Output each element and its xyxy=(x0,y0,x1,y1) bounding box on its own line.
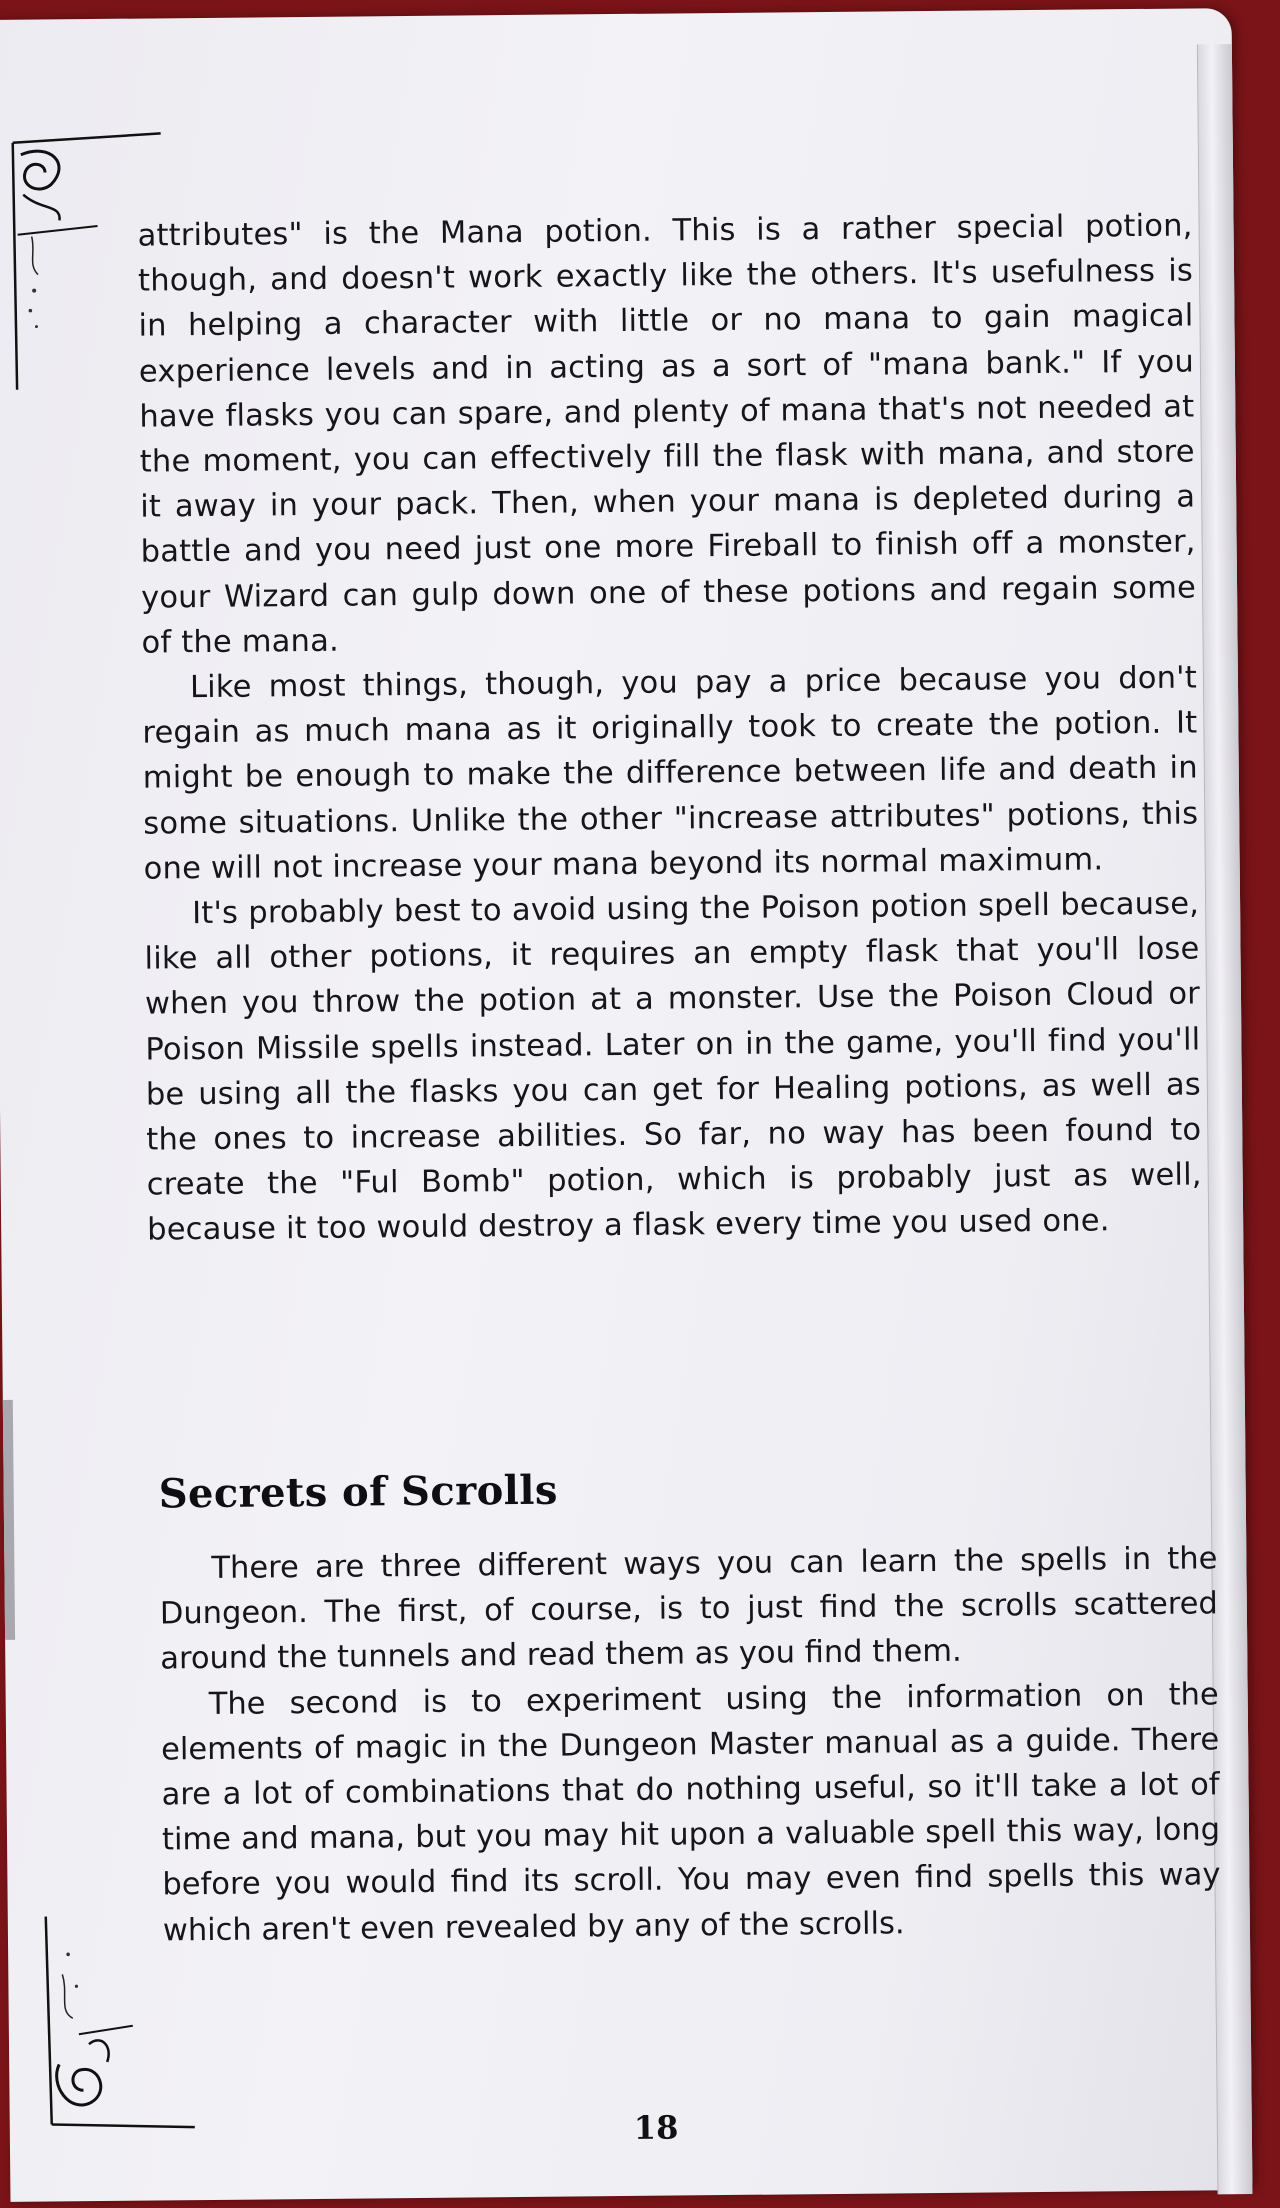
paragraph: The second is to experiment using the information on the elements of magic in the Dungeon Master manual as a guide. There are a lot of combinations that do nothing useful, so it'll take a lot of time and mana, but you may hit upon a valuable spell this way, long before you would find its scroll. You may even find spells this way which aren't even revealed by any of the scrolls. xyxy=(160,1676,1221,1949)
body-text xyxy=(137,203,1202,1253)
paragraph: Like most things, though, you pay a price because you don't regain as much mana as it originally took to create the potion. It might be enough to make the difference between life and death in some situations. Unlike the other "increase attributes" potions, this one will not increase your mana beyond its normal maximum. xyxy=(142,660,1199,887)
section-secrets-of-scrolls xyxy=(158,1456,1221,1953)
section-heading: Secrets of Scrolls xyxy=(158,1466,558,1518)
paragraph: There are three different ways you can learn the spells in the Dungeon. The first, of course, is to just find the scrolls scattered around the tunnels and read them as you find them. xyxy=(159,1541,1218,1677)
page-number: 18 xyxy=(633,2108,679,2147)
page-shadow xyxy=(3,1400,15,1640)
paragraph: attributes" is the Mana potion. This is a rather special potion, though, and doesn't work exactly like the others. It's usefulness is in helping a character with little or no mana to gain magical experience levels and in acting as a sort of "mana bank." If you have flasks you can spare, and plenty of mana that's not needed at the moment, you can effectively fill the flask with mana, and store it away in your pack. Then, when your mana is depleted during a battle and you need just one more Fireball to finish off a monster, your Wizard can gulp down one of these potions and regain some of the mana. xyxy=(137,208,1197,661)
paragraph: It's probably best to avoid using the Poison potion spell because, like all other potions, it requires an empty flask that you'll lose when you throw the potion at a monster. Use the Poison Cloud or Poison Missile spells instead. Later on in the game, you'll find you'll be using all the flasks you can get for Healing potions, as well as the ones to increase abilities. So far, no way has been found to create the "Ful Bomb" potion, which is probably just as well, because it too would destroy a flask every time you used one. xyxy=(144,886,1202,1249)
book-page xyxy=(0,8,1252,2202)
